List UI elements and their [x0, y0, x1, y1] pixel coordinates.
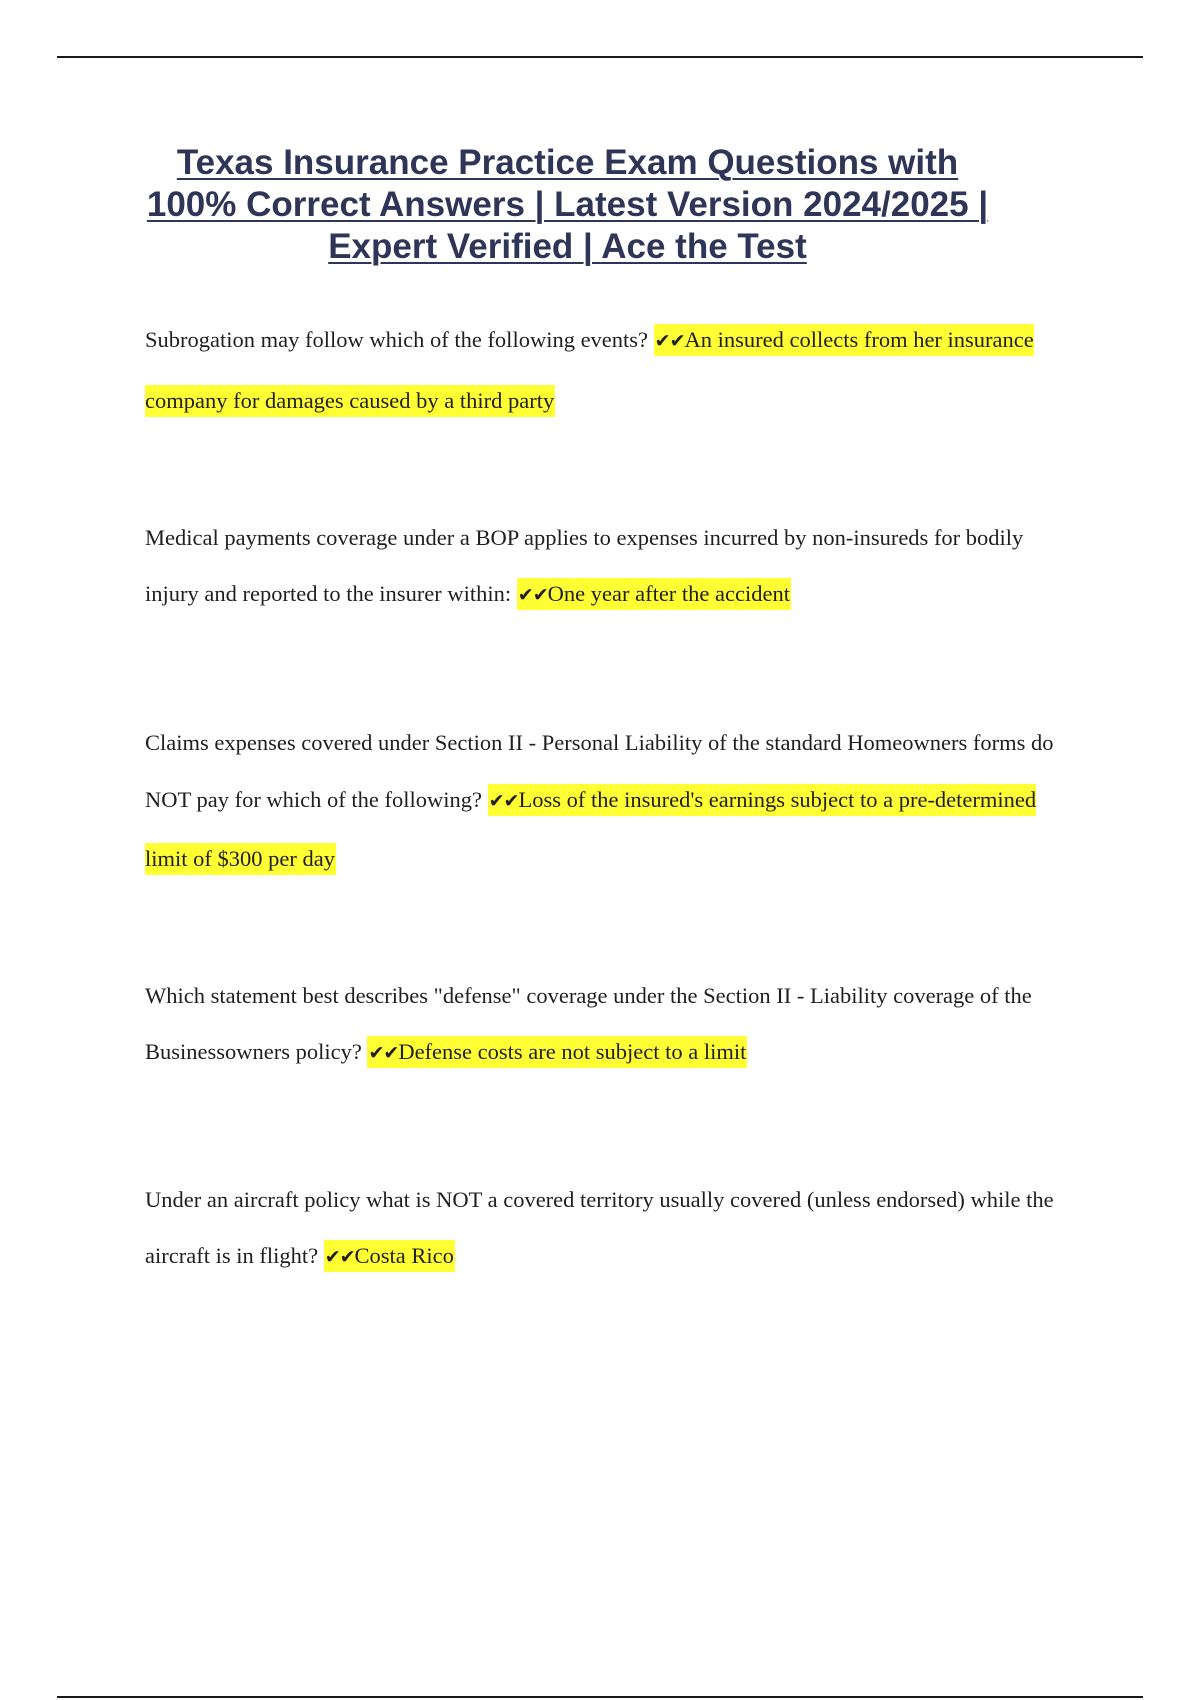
question-item [145, 1172, 1075, 1285]
question-item [145, 968, 1075, 1081]
question-text: Subrogation may follow which of the following events? [145, 327, 649, 352]
check-icon: ✔✔ [517, 584, 548, 606]
question-item [145, 714, 1075, 887]
answer-text: Costa Rico [354, 1243, 454, 1268]
check-icon: ✔✔ [324, 1246, 355, 1268]
answer-text: An insured collects from her insurance company for damages caused by a third party [145, 327, 1034, 413]
answer-highlight [517, 578, 791, 610]
question-text: Which statement best describes "defense" coverage under the Section II - Liability coverage of the Businessowners policy? [145, 983, 1032, 1064]
top-rule [57, 56, 1143, 58]
question-text: Medical payments coverage under a BOP applies to expenses incurred by non-insureds for bodily injury and reported to the insurer within: [145, 525, 1024, 606]
check-icon: ✔✔ [654, 330, 685, 352]
question-text: Claims expenses covered under Section II - Personal Liability of the standard Homeowners forms do NOT pay for which of the following? [145, 730, 1054, 812]
question-item [145, 510, 1075, 623]
answer-text: Loss of the insured's earnings subject to a pre-determined limit of $300 per day [145, 787, 1037, 871]
answer-highlight [324, 1240, 455, 1272]
bottom-rule [57, 1696, 1143, 1698]
check-icon: ✔✔ [488, 790, 519, 812]
question-item [145, 310, 1075, 431]
document-title: Texas Insurance Practice Exam Questions with 100% Correct Answers | Latest Version 2024/2025 | Expert Verified | Ace the Test [146, 143, 989, 266]
answer-text: Defense costs are not subject to a limit [398, 1039, 747, 1064]
answer-highlight [367, 1036, 747, 1068]
question-text: Under an aircraft policy what is NOT a covered territory usually covered (unless endorsed) while the aircraft is in flight? [145, 1187, 1054, 1268]
answer-text: One year after the accident [547, 581, 790, 606]
check-icon: ✔✔ [368, 1042, 399, 1064]
